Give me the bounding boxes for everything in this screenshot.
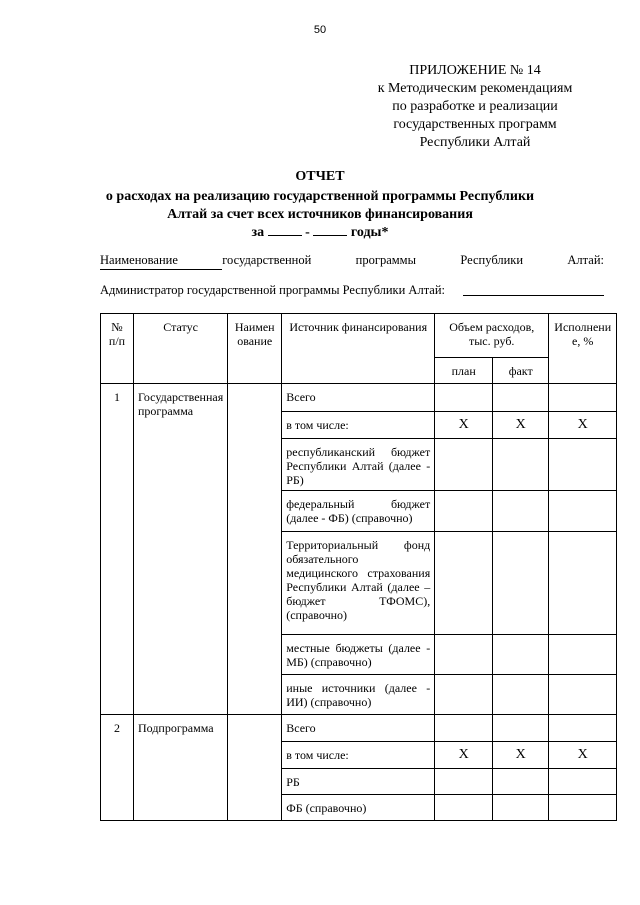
execution-cell (549, 439, 617, 491)
period-prefix: за (251, 225, 265, 240)
appendix-line: по разработке и реализации (392, 99, 558, 114)
header-plan: план (435, 358, 493, 384)
execution-cell-x: X (549, 742, 617, 769)
execution-cell (549, 769, 617, 795)
plan-cell (435, 769, 493, 795)
header-fact: факт (493, 358, 549, 384)
report-subtitle-line2: Алтай за счет всех источников финансирования (167, 207, 473, 222)
plan-cell (435, 675, 493, 715)
report-title: ОТЧЕТ (295, 169, 345, 184)
source-cell: республиканский бюджет Республики Алтай (далее - РБ) (282, 439, 435, 491)
execution-cell (549, 532, 617, 635)
source-cell: Всего (282, 384, 435, 412)
plan-cell (435, 439, 493, 491)
appendix-line: к Методическим рекомендациям (377, 81, 573, 96)
report-period (100, 224, 540, 242)
fact-cell (493, 675, 549, 715)
appendix-title: ПРИЛОЖЕНИЕ № 14 (409, 63, 541, 78)
fact-cell (493, 769, 549, 795)
source-cell: иные источники (далее - ИИ) (справочно) (282, 675, 435, 715)
header-status: Статус (134, 314, 228, 384)
row-num: 1 (101, 384, 134, 715)
plan-cell (435, 491, 493, 532)
period-dash: - (305, 225, 310, 240)
fact-cell (493, 715, 549, 742)
source-cell: местные бюджеты (далее - МБ) (справочно) (282, 635, 435, 675)
fact-cell (493, 439, 549, 491)
plan-cell (435, 384, 493, 412)
plan-cell (435, 715, 493, 742)
label-word: Наименование (100, 253, 178, 267)
execution-cell (549, 491, 617, 532)
fact-cell (493, 384, 549, 412)
plan-cell (435, 795, 493, 821)
source-cell: Территориальный фонд обязательного медицинского страхования Республики Алтай (далее – бюджет ТФОМС), (справочно) (282, 532, 435, 635)
label-word: программы (355, 253, 416, 267)
row-num: 2 (101, 715, 134, 821)
label-word: Республики (460, 253, 524, 267)
fact-cell-x: X (493, 742, 549, 769)
row-name-cell (228, 384, 282, 715)
source-cell: РБ (282, 769, 435, 795)
administrator-blank (463, 282, 604, 296)
program-name-label (100, 253, 604, 268)
execution-cell (549, 795, 617, 821)
header-source: Источник финансирования (282, 314, 435, 384)
header-volume: Объем расходов, тыс. руб. (435, 314, 549, 358)
page-number: 50 (313, 24, 327, 36)
expense-report-table (100, 313, 617, 821)
period-end-blank (313, 235, 347, 236)
execution-cell-x: X (549, 412, 617, 439)
appendix-line: Республики Алтай (419, 135, 531, 150)
table-row (101, 384, 617, 412)
table-row (101, 715, 617, 742)
administrator-label: Администратор государственной программы Республики Алтай: (100, 283, 446, 297)
plan-cell (435, 532, 493, 635)
source-cell: в том числе: (282, 412, 435, 439)
period-start-blank (268, 235, 302, 236)
header-num: № п/п (101, 314, 134, 384)
period-suffix: годы* (350, 225, 389, 240)
fact-cell (493, 532, 549, 635)
execution-cell (549, 635, 617, 675)
header-name: Наименование (228, 314, 282, 384)
execution-cell (549, 675, 617, 715)
appendix-line: государственных программ (393, 117, 557, 132)
plan-cell (435, 635, 493, 675)
fact-cell (493, 635, 549, 675)
header-execution: Исполнение, % (549, 314, 617, 384)
label-word: Алтай: (567, 253, 604, 267)
source-cell: федеральный бюджет (далее - ФБ) (справочно) (282, 491, 435, 532)
fact-cell (493, 491, 549, 532)
row-status: Подпрограмма (134, 715, 228, 821)
fact-cell (493, 795, 549, 821)
source-cell: Всего (282, 715, 435, 742)
row-name-cell (228, 715, 282, 821)
plan-cell-x: X (435, 742, 493, 769)
source-cell: ФБ (справочно) (282, 795, 435, 821)
execution-cell (549, 715, 617, 742)
plan-cell-x: X (435, 412, 493, 439)
label-word: государственной (222, 253, 312, 267)
row-status: Государственная программа (134, 384, 228, 715)
report-subtitle-line1: о расходах на реализацию государственной программы Республики (105, 189, 535, 204)
source-cell: в том числе: (282, 742, 435, 769)
execution-cell (549, 384, 617, 412)
fact-cell-x: X (493, 412, 549, 439)
program-name-blank (100, 269, 222, 270)
